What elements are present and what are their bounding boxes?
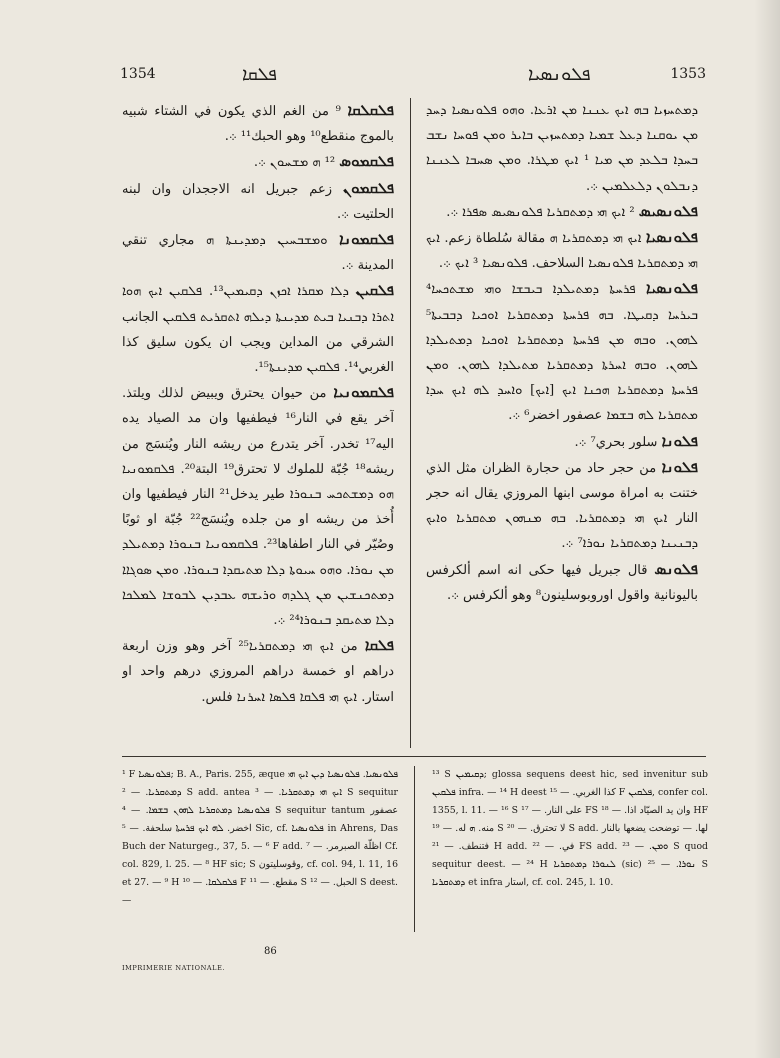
entry-headword: ܦܠܩܠܩܐ [347,101,394,119]
entry-headword: ܦܠܩܡܘܣ [339,152,394,171]
entry-headword: ܦܠܘܢܐ [661,457,698,476]
entry-text: زعم جبريل انه الاججدان وان لبنه الحلتيت ܀. [122,181,394,222]
footnote-separator [122,756,706,757]
dictionary-entry [426,429,698,455]
dictionary-entry [122,149,394,175]
page-edge-shadow [754,0,780,1058]
entry-headword: ܦܠܩܡܘܢܝܐ [333,383,394,402]
footnote-divider [414,766,415,932]
dictionary-entry [426,225,698,276]
entry-headword: ܦܠܘܢܣ [654,559,698,578]
dictionary-entry [122,380,394,633]
entry-text: من ܐܝܟ ܗܝ ܕܡܬܩܪܝܐ²⁵ آخر وهو وزن اربعة دراهم او خمسة دراهم المروزي درهم واحد او استار. ܐܝܟ ܗܝ ܦܠܩܐ ܦܠܣܐ ܐܚܪܢܐ فلس. [122,639,394,705]
dictionary-entry [426,98,698,199]
entry-headword: ܦܠܘܢܣܝܣ [638,201,698,220]
entry-headword: ܦܠܘܢܐ [661,431,698,450]
printer-imprint: IMPRIMERIE NATIONALE. [122,964,226,972]
entry-text: ܦܪܚܬܐ ܕܡܬܝܠܕܐ ܒܝܒܫܐ ܘܗܝ ܡܫܬܟܚܐ⁴ ܒܝܪܚܐ ܕܩܝܛܐ. ܒܗ ܦܪܚܬܐ ܕܡܬܩܪܝܐ ܐܘܟܝܐ ܕܒܒܝܬܐ⁵ ܠܗܘܢ. ܘܒܗ ܡܢ ܦܪܚܬܐ ܕܡܬܩܪܝܐ ܐܘܟܝܐ ܕܡܬܝܠܕܐ ܠܗܘܢ. ܘܒܗ ܐܚܪܬܐ ܕܡܬܩܪܝܐ ܡܬܝܠܕܐ ܠܗܘܢ. ܘܡܢ ܦܪܚܬܐ ܕܡܬܩܪܝܐ ܗܟܢܐ ܐܝܟ [ܐܝܟ] ܘܐܚܕ ܠܗ ܐܝܟ ܚܕܐ ܡܬܩܪܝܐ ܠܗ ܒܫܡܐ عصفور اخضر⁶ ܀. [426,282,698,424]
entry-text: ܘܡܫܒܚܝܢ ܕܡܕܝܢܬܐ ܗ مجاري تنقي المدينة ܀. [122,233,394,274]
left-column [122,98,394,746]
entry-text: ⁹ من الغم الذي يكون في الشتاء شبيه بالموج منقطع¹⁰ وهو الحبك¹¹ ܀. [122,104,394,145]
entry-headword: ܦܠܩܡܘܢ [342,178,394,197]
dictionary-entry [122,633,394,710]
column-divider [410,98,411,748]
dictionary-entry [122,98,394,149]
dictionary-entry [122,227,394,278]
dictionary-entry [122,176,394,227]
dictionary-entry [426,199,698,225]
footnotes-left: ¹ F ܦܠܘܢܣܝܐ; B. A., Paris. 255, æque ܦܠܘܢܣܝܐ. ܦܠܘܢܣܝܐ ܕܝܢ ܐܝܟ ܗܝ ܕܡܬܩܪܝܐ. — ² S add. antea ܐܝܟ ܗܝ ܕܡܬܩܪܝܐ. — ³ S sequitur ܦܠܘܢܣܝܐ ܕܡܬܩܪܝܐ ܠܗܘܢ ܒܫܡܐ. — ⁴ S sequitur tantum عصفور اخضر. ܠܗ ܐܝܟ ܦܪܚܬܐ سلحفة. — ⁵ Sic, cf. ܦܠܘܢܣܝܐ in Ahrens, Das Buch der Naturgeg., 37, 5. — ⁶ F add. اظلّة الصبرمر. — ⁷ Cf. col. 829, l. 25. — ⁸ HF sic; S وقوسليتون, cf. col. 94, l. 11, 16 et 27. — ⁹ H ܦܠܩܠܩܐ. — ¹⁰ F مقطع. — ¹¹ S الحبل. — ¹² S deest. — [122,769,398,906]
entry-text: سلور بحري⁷ ܀. [574,434,658,450]
entry-headword: ܦܠܩܡܘܢܐ [339,230,394,249]
right-page-number: 1353 [670,66,706,82]
entry-text: من حجر حاد من حجارة الظران مثل الذي ختنت به امراة موسى ابنها المروزي يقال انه حجر النار ܐܝܟ ܗܝ ܕܡܬܩܪܝܐ. ܒܗ ܡܢܗܘܢ ܡܬܩܪܝܐ ܘܐܝܟ ܕܒܢܝܢܐ ܕܡܬܩܪܝܐ ܢܘܪܐ⁷ ܀. [426,460,698,552]
footnotes-right: ¹³ S ܕܩܝܡܝܢ; glossa sequens deest hic, sed invenitur sub ܦܠܩܝܢ infra. — ¹⁴ H deest كذا الغربي. — ¹⁵ F ܦܠܩܝܢ, confer col. 1355, l. 11. — ¹⁶ S على النار. — ¹⁷ FS وان يد الصيّاد اذا. — ¹⁸ HF منه. ܗ له. — ¹⁹ S لا تحترق. — ²⁰ S add. لها. — توضحت يضعها بالنار فتنطف. — ²¹ H add. في. — ²² FS add. ܘܡܢ. — ²³ S quod sequitur deest. — ²⁴ H ܠܢܘܪܐ ܕܡܬܩܪܝܐ (sic) ܢܘܪܐ. — ²⁵ S ܕܡܬܩܪܝܐ et infra استار, cf. col. 245, l. 10. [432,769,708,888]
entry-text: ¹² ܗ ܡܫܚܘܢ ܀. [253,155,336,171]
entry-headword: ܦܠܩܐ [364,636,394,655]
entry-text: من حيوان يحترق ويبيض لذلك ويلتذ. آخر يقع في النار¹⁶ فيطفيها وان مد الصياد يده اليه¹⁷ تخدر. آخر يتدرع من ريشه النار ويُنسَج من ريشه¹⁸ جُبّة للملوك لا تحترق¹⁹ البتة²⁰. ܦܠܩܡܘܢܝܐ ܗܘ ܕܡܫܬܟܚ ܒܢܘܪܐ طير يدخل²¹ النار فيطفيها وان أُخذ من ريشه او من جلده ويُنسَج²² جُبّة او ثوبًا وصُيّر في النار اطفاها²³. ܦܠܩܡܘܢܝܐ ܒܢܘܪܐ ܕܡܬܝܠܕ ܡܢ ܢܘܪܐ. ܘܗܘ ܚܝܘܬܐ ܕܠܐ ܡܬܝܩܕܐ ܒܢܘܪܐ. ܘܡܢ ܣܘܓܐܐ ܕܡܬܟܢܫܝܢ ܡܢ ܓܠܕܗ ܘܪܝܫܗ ܥܒܕܝܢ ܠܒܘܫܐ ܠܡܠܟܐ ܕܠܐ ܡܬܝܩܕ ܒܢܘܪܐ²⁴ ܀. [122,386,394,629]
entry-text: ܕܠܐ ܡܩܪܐ ܐܟܙܢ ܕܩܝܡܝܢ¹³. ܦܠܩܝܢ ܐܝܟ ܗܘܐ ܐܬܪܐ ܕܒܢܝܐ ܒܝܬ ܡܕܝܢܬܐ ܕܝܠܗ ܐܬܩܪܝܬ ܦܠܩܝܢ الجانب الشرقي من المداين ويجب ان يكون سليق كذا الغربي¹⁴. ܦܠܩܝܢ ܡܕܝܢܬܐ¹⁵. [122,284,394,376]
entry-text: ܕܡܬܚܙܝܐ ܒܗ ܐܝܟ ܥܢܢܐ ܡܢ ܐܪܥܐ. ܘܗܘ ܦܠܘܢܣܝܐ ܕܚܕ ܡܢ ܝܘܩܢܐ ܕܥܠ ܫܡܝܐ ܕܡܬܚܙܝܢ ܒܐܝܪ ܘܡܢ ܦܘܚܐ ܢܫܒ ܒܚܕܐ ܒܠܥܕ ܡܢ ܡܝܐ ¹ ܐܝܟ ܡܛܪܐ. ܘܡܢ ܣܚܒܐ ܠܥܢܢܐ ܕܢܒܠܘܢ ܕܠܥܠܡܝܢ ܀. [426,103,698,194]
entry-headword: ܦܠܩܝܢ [355,281,394,300]
left-page-number: 1354 [120,66,156,82]
dictionary-entry [122,278,394,380]
dictionary-entry [426,455,698,557]
dictionary-entry [426,557,698,608]
dictionary-entry [426,276,698,428]
entry-text: قال جبريل فيها حكى انه اسم ألكرفس باليونانية واقول اوروبوسلينون⁸ وهو ألكرفس ܀. [426,562,698,603]
entry-headword: ܦܠܘܢܣܝܐ [645,228,698,247]
entry-text: ² ܐܝܟ ܗܝ ܕܡܬܩܪܝܐ ܦܠܘܢܣܝܣ ܣܦܪܐ ܀. [446,204,635,220]
right-column [426,98,698,746]
running-header [120,64,706,90]
entry-text: ܐܝܟ ܗܝ ܕܡܬܩܪܝܐ ܗ مقالة سُلطاة زعم. ܐܝܟ ܗܝ ܕܡܬܩܪܝܐ ܦܠܘܢܣܝܐ السلاحف. ܦܠܘܢܣܝܐ ³ ܐܝܟ ܀. [426,231,698,272]
left-running-head: ܦܠܩܐ [242,64,277,85]
signature-mark: 86 [264,946,277,957]
right-running-head: ܦܠܘܢܣܝܐ [528,64,591,85]
entry-headword: ܦܠܘܢܣܝܐ [645,279,698,298]
